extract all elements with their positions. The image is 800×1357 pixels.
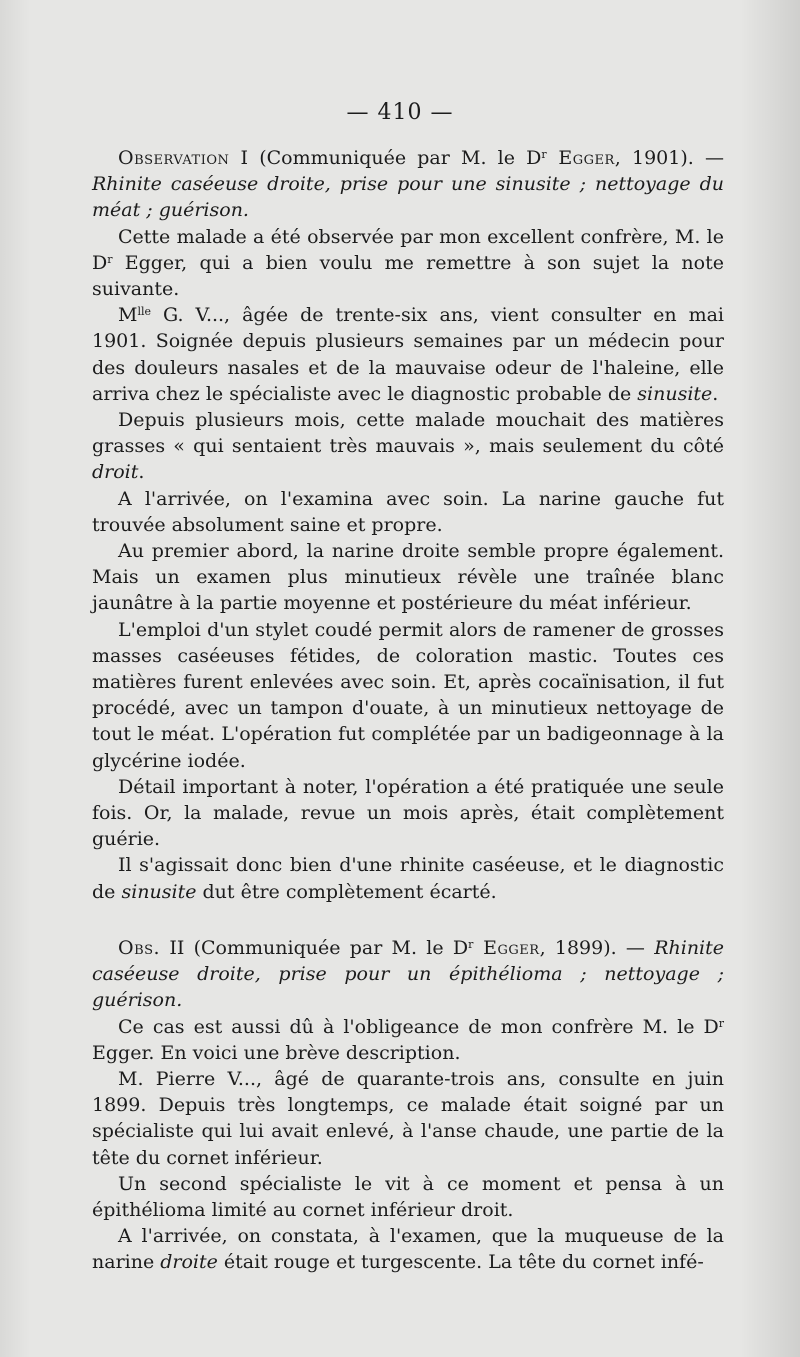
observation-label: Observation	[118, 147, 230, 169]
paragraph: L'emploi d'un stylet coudé permit alors de ramener de grosses masses caséeuses fétides, de coloration mastic. Toutes ces matières furent enlevées avec soin. Et, après cocaïnisation, il fut procédé, avec un tampon d'ouate, à un minutieux nettoyage de tout le méat. L'opération fut complétée par un badigeonnage à la glycérine iodée.	[92, 618, 724, 772]
paragraph: M. Pierre V..., âgé de quarante-trois ans, consulte en juin 1899. Depuis très longtemps, ce malade était soigné par un spécialiste qui lui avait enlevé, à l'anse chaude, une partie de la tête du cornet inférieur.	[92, 1067, 724, 1169]
paragraph: A l'arrivée, on constata, à l'examen, que la muqueuse de la narine droite était rouge et turgescente. La tête du cornet infé-	[92, 1225, 724, 1274]
author-name: Egger	[546, 147, 615, 169]
section-gap	[92, 905, 724, 935]
paragraph: Depuis plusieurs mois, cette malade mouchait des matières grasses « qui sentaient très mauvais », mais seulement du côté droit.	[92, 409, 724, 484]
paragraph: Ce cas est aussi dû à l'obligeance de mon confrère M. le $D^r$ Egger. En voici une brève description.	[92, 1015, 724, 1064]
paragraph: $M^{lle}$ G. V..., âgée de trente-six ans, vient consulter en mai 1901. Soignée depuis plusieurs semaines par un médecin pour des douleurs nasales et de la mauvaise odeur de l'haleine, elle arriva chez le spécialiste avec le diagnostic probable de sinusite.	[92, 304, 724, 405]
paragraph: Détail important à noter, l'opération a été pratiquée une seule fois. Or, la malade, revue un mois après, était complètement guérie.	[92, 775, 724, 851]
page-number: — 410 —	[346, 100, 454, 125]
paragraph: Cette malade a été observée par mon excellent confrère, M. le $D^r$ Egger, qui a bien voulu me remettre à son sujet la note suivante.	[92, 225, 724, 301]
paragraph: Un second spécialiste le vit à ce moment et pensa à un épithélioma limité au cornet inférieur droit.	[92, 1172, 724, 1221]
observation-2-title: Rhinite caséeuse droite, prise pour un épithélioma ; nettoyage ; guérison.	[92, 936, 725, 1012]
observation-1-heading: Observation I (Communiquée par M. le $D^r$ Egger, 1901). — Rhinite caséeuse droite, prise pour une sinusite ; nettoyage du méat ; guérison.	[92, 147, 724, 222]
observation-1-title: Rhinite caséeuse droite, prise pour une sinusite ; nettoyage du méat ; guérison.	[92, 173, 724, 222]
author-name: Egger	[473, 936, 540, 959]
observation-label: Obs.	[118, 936, 161, 959]
paragraph: Au premier abord, la narine droite semble propre également. Mais un examen plus minutieux révèle une traînée blanc jaunâtre à la partie moyenne et postérieure du méat inférieur.	[92, 540, 724, 615]
paragraph: Il s'agissait donc bien d'une rhinite caséeuse, et le diagnostic de sinusite dut être complètement écarté.	[92, 854, 724, 903]
paragraph: A l'arrivée, on l'examina avec soin. La narine gauche fut trouvée absolument saine et propre.	[92, 487, 724, 536]
observation-2-heading: Obs. II (Communiquée par M. le $D^r$ Egger, 1899). — Rhinite caséeuse droite, prise pour un épithélioma ; nettoyage ; guérison.	[92, 936, 725, 1012]
body-text	[92, 145, 724, 1276]
